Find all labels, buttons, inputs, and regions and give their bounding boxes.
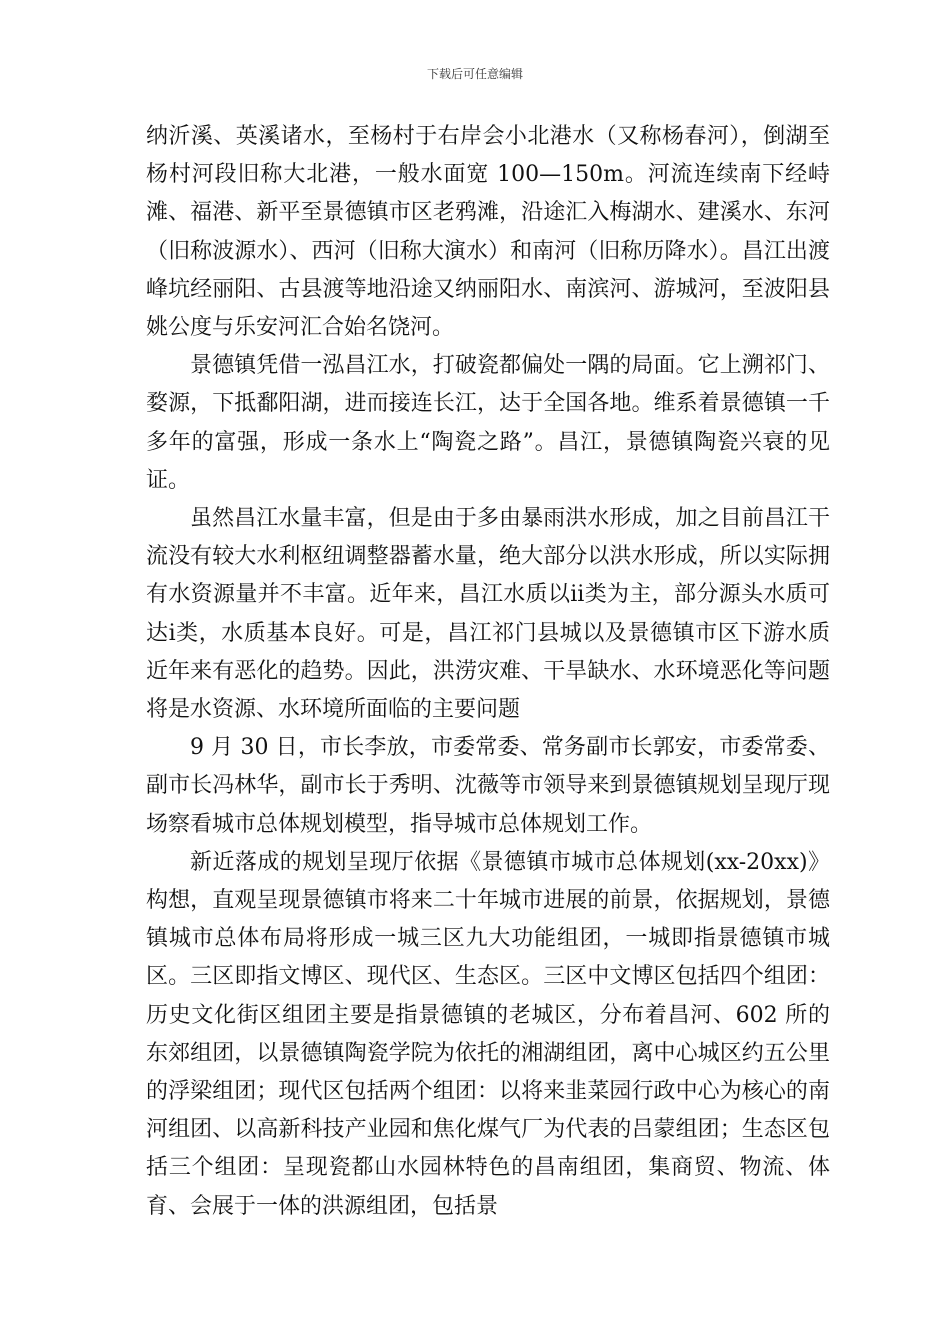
document-body <box>146 118 830 1226</box>
paragraph-water-resources: 虽然昌江水量丰富，但是由于多由暴雨洪水形成，加之目前昌江干流没有较大水利枢纽调整器蓄水量，绝大部分以洪水形成，所以实际拥有水资源量并不丰富。近年来，昌江水质以ⅱ类为主，部分源头水质可达ⅰ类，水质基本良好。可是，昌江祁门县城以及景德镇市区下游水质近年来有恶化的趋势。因此，洪涝灾难、干旱缺水、水环境恶化等问题将是水资源、水环境所面临的主要问题 <box>146 506 830 723</box>
paragraph-ceramic-road: 景德镇凭借一泓昌江水，打破瓷都偏处一隅的局面。它上溯祁门、婺源，下抵鄱阳湖，进而接连长江，达于全国各地。维系着景德镇一千多年的富强，形成一条水上“陶瓷之路”。昌江，景德镇陶瓷兴衰的见证。 <box>146 353 830 493</box>
paragraph-changjiang-tributaries: 纳沂溪、英溪诸水，至杨村于右岸会小北港水（又称杨春河），倒湖至杨村河段旧称大北港，一般水面宽 100—150m。河流连续南下经峙滩、福港、新平至景德镇市区老鸦滩，沿途汇入梅湖水、建溪水、东河（旧称波源水）、西河（旧称大演水）和南河（旧称历降水）。昌江出渡峰坑经丽阳、古县渡等地沿途又纳丽阳水、南滨河、游城河，至波阳县姚公度与乐安河汇合始名饶河。 <box>146 124 830 341</box>
page-header: 下载后可任意编辑 <box>426 67 523 81</box>
paragraph-city-plan: 新近落成的规划呈现厅依据《景德镇市城市总体规划(xx-20xx)》构想，直观呈现景德镇市将来二十年城市进展的前景，依据规划，景德镇城市总体布局将形成一城三区九大功能组团，一城即指景德镇市城区。三区即指文博区、现代区、生态区。三区中文博区包括四个组团：历史文化街区组团主要是指景德镇的老城区，分布着昌河、602 所的东郊组团，以景德镇陶瓷学院为依托的湘湖组团，离中心城区约五公里的浮梁组团；现代区包括两个组团：以将来韭菜园行政中心为核心的南河组团、以高新科技产业园和焦化煤气厂为代表的吕蒙组团；生态区包括三个组团：呈现瓷都山水园林特色的昌南组团，集商贸、物流、体育、会展于一体的洪源组团，包括景 <box>146 849 830 1219</box>
paragraph-leaders-visit: 9 月 30 日，市长李放，市委常委、常务副市长郭安，市委常委、副市长冯林华，副市长于秀明、沈薇等市领导来到景德镇规划呈现厅现场察看城市总体规划模型，指导城市总体规划工作。 <box>146 735 830 837</box>
